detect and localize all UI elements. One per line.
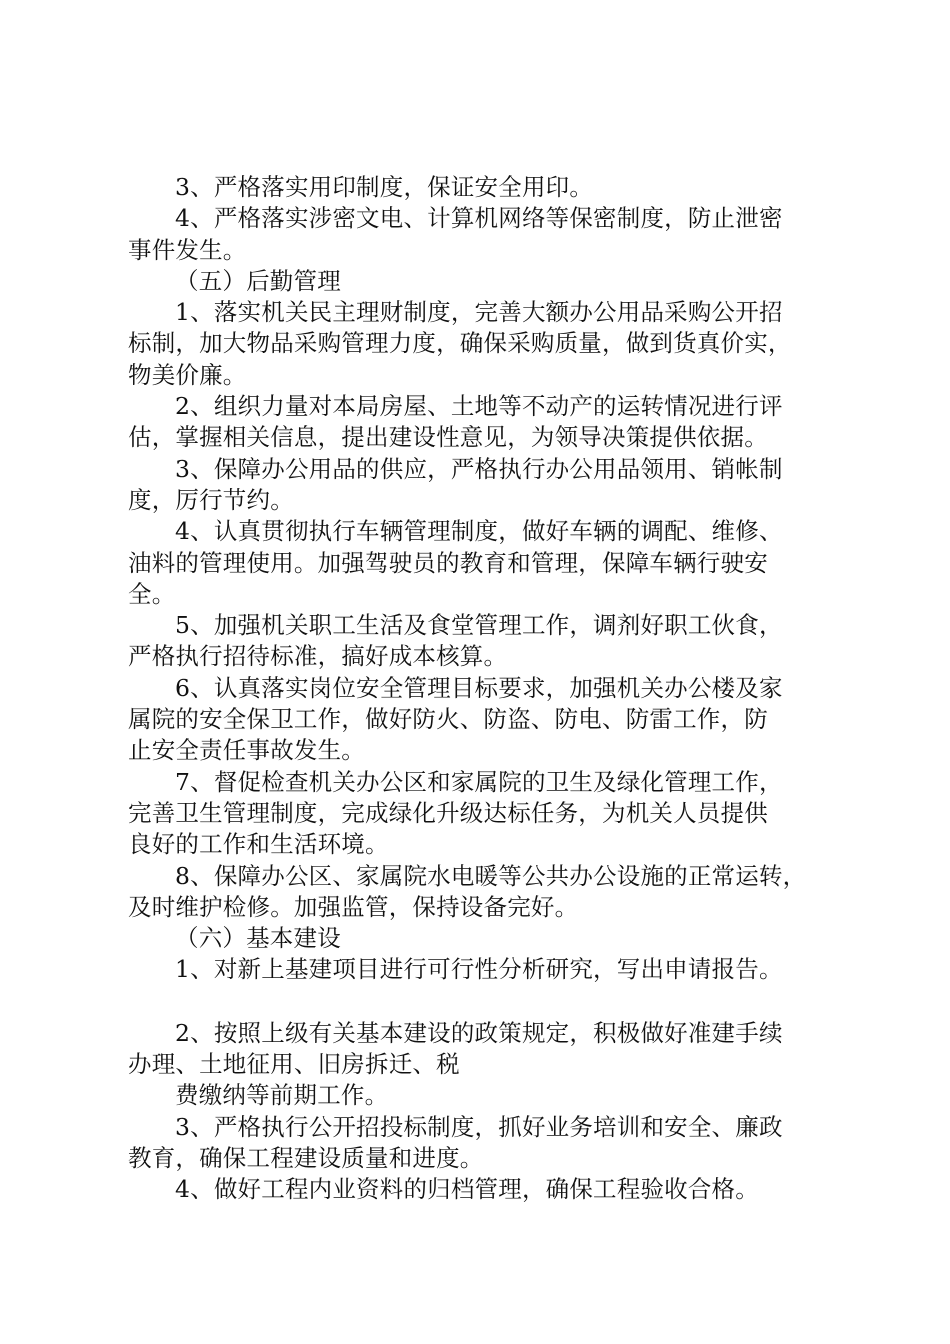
text-line: 4、严格落实涉密文电、计算机网络等保密制度，防止泄密 bbox=[175, 204, 783, 233]
text-line: 1、落实机关民主理财制度，完善大额办公用品采购公开招 bbox=[175, 298, 783, 327]
text-line: 2、组织力量对本局房屋、土地等不动产的运转情况进行评 bbox=[175, 392, 783, 421]
text-line: 费缴纳等前期工作。 bbox=[175, 1081, 389, 1110]
text-line: 度，厉行节约。 bbox=[128, 485, 294, 514]
document-page bbox=[128, 172, 833, 1206]
text-line: 事件发生。 bbox=[128, 235, 247, 264]
text-line: 估，掌握相关信息，提出建设性意见，为领导决策提供依据。 bbox=[128, 423, 768, 452]
text-line: 止安全责任事故发生。 bbox=[128, 736, 365, 765]
text-line: 6、认真落实岗位安全管理目标要求，加强机关办公楼及家 bbox=[175, 673, 783, 702]
text-line: 3、严格执行公开招投标制度，抓好业务培训和安全、廉政 bbox=[175, 1112, 783, 1141]
text-line: 3、严格落实用印制度，保证安全用印。 bbox=[175, 173, 594, 201]
text-line: 教育，确保工程建设质量和进度。 bbox=[128, 1143, 484, 1172]
text-line: 属院的安全保卫工作，做好防火、防盗、防电、防雷工作，防 bbox=[128, 705, 768, 734]
text-line: 及时维护检修。加强监管，保持设备完好。 bbox=[128, 892, 579, 921]
section-heading: （五）后勤管理 bbox=[175, 266, 341, 295]
blank-line bbox=[128, 986, 833, 1018]
text-line: 标制，加大物品采购管理力度，确保采购质量，做到货真价实， bbox=[128, 329, 792, 358]
text-line: 全。 bbox=[128, 579, 176, 608]
text-line: 4、做好工程内业资料的归档管理，确保工程验收合格。 bbox=[175, 1175, 759, 1204]
text-line: 3、保障办公用品的供应，严格执行办公用品领用、销帐制 bbox=[175, 454, 783, 483]
text-line: 严格执行招待标准，搞好成本核算。 bbox=[128, 642, 508, 671]
text-line: 办理、土地征用、旧房拆迁、税 bbox=[128, 1050, 460, 1079]
text-line: 物美价廉。 bbox=[128, 360, 247, 389]
text-line: 4、认真贯彻执行车辆管理制度，做好车辆的调配、维修、 bbox=[175, 517, 783, 546]
text-line: 2、按照上级有关基本建设的政策规定，积极做好准建手续 bbox=[175, 1018, 783, 1047]
section-heading: （六）基本建设 bbox=[175, 924, 341, 953]
text-line: 油料的管理使用。加强驾驶员的教育和管理，保障车辆行驶安 bbox=[128, 548, 768, 577]
text-line: 完善卫生管理制度，完成绿化升级达标任务，为机关人员提供 bbox=[128, 798, 768, 827]
text-line: 良好的工作和生活环境。 bbox=[128, 830, 389, 859]
text-line: 7、督促检查机关办公区和家属院的卫生及绿化管理工作， bbox=[175, 767, 783, 796]
text-line: 8、保障办公区、家属院水电暖等公共办公设施的正常运转， bbox=[175, 861, 807, 890]
text-line: 5、加强机关职工生活及食堂管理工作，调剂好职工伙食， bbox=[175, 611, 783, 640]
text-line: 1、对新上基建项目进行可行性分析研究，写出申请报告。 bbox=[175, 955, 783, 984]
